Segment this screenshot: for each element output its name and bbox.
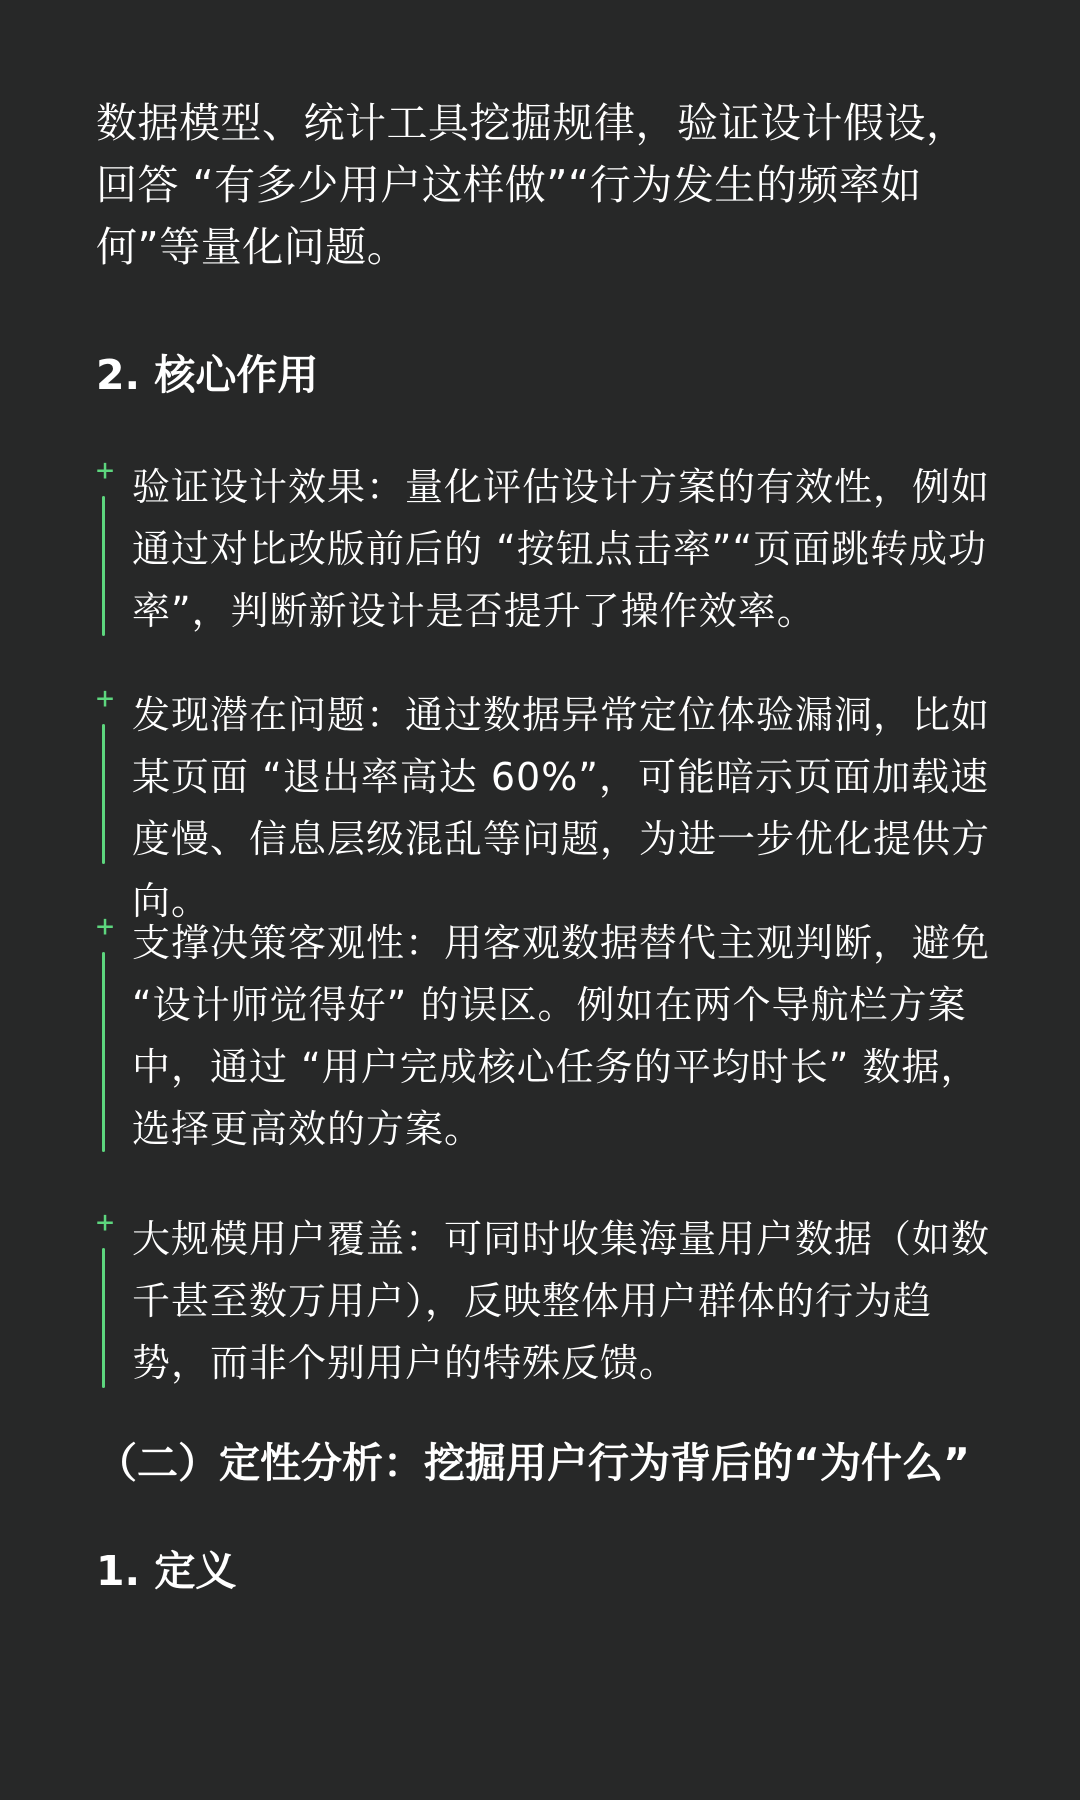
accent-bar xyxy=(102,724,105,864)
accent-bar xyxy=(102,952,105,1152)
section-heading-qualitative: （二）定性分析：挖掘用户行为背后的“为什么” xyxy=(96,1439,970,1487)
plus-icon: + xyxy=(96,681,115,716)
bullet-text: 发现潜在问题：通过数据异常定位体验漏洞，比如某页面 “退出率高达 60%”，可能暗示页面加载速度慢、信息层级混乱等问题，为进一步优化提供方向。 xyxy=(132,693,991,923)
bullet-text: 支撑决策客观性：用客观数据替代主观判断，避免 “设计师觉得好” 的误区。例如在两个导航栏方案中，通过 “用户完成核心任务的平均时长” 数据，选择更高效的方案。 xyxy=(132,921,991,1151)
bullet-text: 验证设计效果：量化评估设计方案的有效性，例如通过对比改版前后的 “按钮点击率”“页面跳转成功率”，判断新设计是否提升了操作效率。 xyxy=(132,465,991,633)
intro-paragraph: 数据模型、统计工具挖掘规律，验证设计假设，回答 “有多少用户这样做”“行为发生的频率如何”等量化问题。 xyxy=(96,99,968,271)
plus-icon: + xyxy=(96,453,115,488)
section-heading-core-role: 2. 核心作用 xyxy=(96,351,319,399)
plus-icon: + xyxy=(96,1205,115,1240)
bullet-text: 大规模用户覆盖：可同时收集海量用户数据（如数千甚至数万用户），反映整体用户群体的行为趋势，而非个别用户的特殊反馈。 xyxy=(132,1217,991,1385)
subsection-heading-definition: 1. 定义 xyxy=(96,1547,237,1595)
plus-icon: + xyxy=(96,909,115,944)
accent-bar xyxy=(102,1248,105,1388)
accent-bar xyxy=(102,496,105,636)
